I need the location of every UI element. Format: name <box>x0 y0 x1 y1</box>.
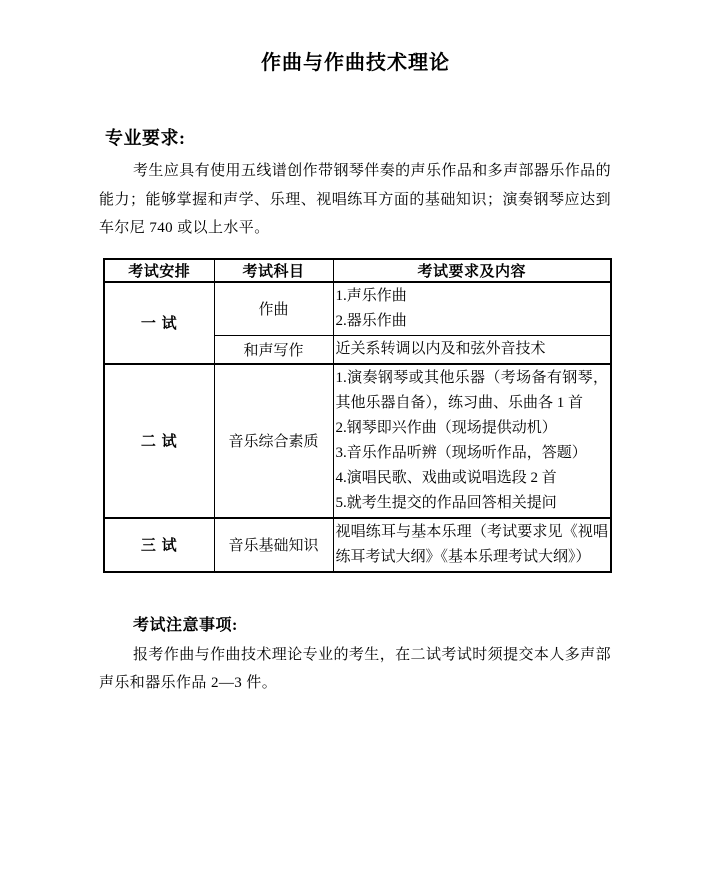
subject-cell-music-basics: 音乐基础知识 <box>214 518 333 572</box>
notes-paragraph: 报考作曲与作曲技术理论专业的考生，在二试考试时须提交本人多声部声乐和器乐作品 2—3 件。 <box>99 646 611 691</box>
exam-table <box>103 258 612 573</box>
table-row <box>104 282 611 336</box>
requirements-cell <box>333 335 611 364</box>
requirement-line: 近关系转调以内及和弦外音技术 <box>335 340 546 357</box>
header-exam-requirements: 考试要求及内容 <box>333 259 611 282</box>
requirement-line: 视唱练耳与基本乐理（考试要求见《视唱练耳考试大纲》《基本乐理考试大纲》） <box>335 523 608 565</box>
page-title: 作曲与作曲技术理论 <box>261 52 450 74</box>
session-cell-second-exam: 二 试 <box>104 364 214 518</box>
notes-heading: 考试注意事项: <box>133 616 238 634</box>
requirements-paragraph: 考生应具有使用五线谱创作带钢琴伴奏的声乐作品和多声部器乐作品的能力；能够掌握和声学、乐理、视唱练耳方面的基础知识；演奏钢琴应达到车尔尼 740 或以上水平。 <box>99 163 611 236</box>
requirements-cell <box>333 518 611 572</box>
table-header-row <box>104 259 611 282</box>
requirement-line: 1.声乐作曲 <box>335 287 407 304</box>
session-cell-first-exam: 一 试 <box>104 282 214 364</box>
header-exam-schedule: 考试安排 <box>104 259 214 282</box>
requirement-line: 3.音乐作品听辨（现场听作品，答题） <box>335 444 587 461</box>
requirement-line: 2.器乐作曲 <box>335 312 407 329</box>
requirements-cell <box>333 364 611 518</box>
table-row <box>104 518 611 572</box>
requirement-line: 4.演唱民歌、戏曲或说唱选段 2 首 <box>335 469 557 486</box>
subject-cell-music-comprehensive: 音乐综合素质 <box>214 364 333 518</box>
requirement-line: 2.钢琴即兴作曲（现场提供动机） <box>335 419 557 436</box>
header-exam-subject: 考试科目 <box>214 259 333 282</box>
requirement-line: 1.演奏钢琴或其他乐器（考场备有钢琴，其他乐器自备），练习曲、乐曲各 1 首 <box>335 369 608 411</box>
table-row <box>104 364 611 518</box>
requirements-cell <box>333 282 611 336</box>
subject-cell-composition: 作曲 <box>214 282 333 336</box>
requirements-heading: 专业要求: <box>105 128 186 148</box>
session-cell-third-exam: 三 试 <box>104 518 214 572</box>
requirement-line: 5.就考生提交的作品回答相关提问 <box>335 494 557 511</box>
document-content <box>0 129 711 698</box>
subject-cell-harmony-writing: 和声写作 <box>214 335 333 364</box>
